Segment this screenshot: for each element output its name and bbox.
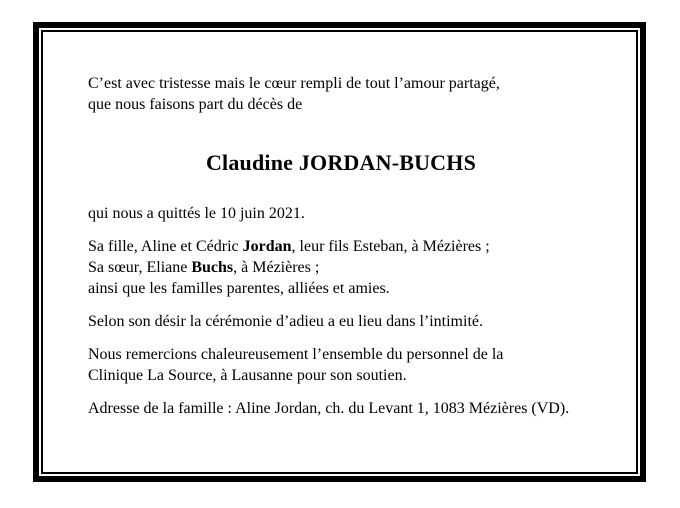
thanks-line-1: Nous remercions chaleureusement l’ensemble du personnel de la (88, 346, 504, 363)
intro-paragraph (88, 73, 594, 115)
daughter-surname: Jordan (242, 238, 292, 255)
daughter-line-suffix: , leur fils Esteban, à Mézières ; (291, 238, 490, 255)
death-date-line: qui nous a quittés le 10 juin 2021. (88, 205, 305, 222)
families-line: ainsi que les familles parentes, alliées et amies. (88, 280, 390, 297)
sister-surname: Buchs (191, 259, 234, 276)
address-line: Adresse de la famille : Aline Jordan, ch. du Levant 1, 1083 Mézières (VD). (88, 400, 570, 417)
notice-inner-border (41, 30, 638, 474)
ceremony-line: Selon son désir la cérémonie d’adieu a eu lieu dans l’intimité. (88, 313, 483, 330)
deceased-name-heading: Claudine JORDAN-BUCHS (205, 150, 477, 175)
sister-line-suffix: , à Mézières ; (233, 259, 320, 276)
daughter-line-prefix: Sa fille, Aline et Cédric (88, 238, 243, 255)
notice-content (43, 32, 636, 419)
intro-line-1: C’est avec tristesse mais le cœur rempli de tout l’amour partagé, (88, 75, 500, 92)
intro-line-2: que nous faisons part du décès de (88, 96, 303, 113)
family-paragraph (88, 236, 594, 299)
death-notice-frame (33, 22, 646, 482)
sister-line-prefix: Sa sœur, Eliane (88, 259, 192, 276)
thanks-paragraph (88, 344, 594, 386)
thanks-line-2: Clinique La Source, à Lausanne pour son soutien. (88, 367, 407, 384)
